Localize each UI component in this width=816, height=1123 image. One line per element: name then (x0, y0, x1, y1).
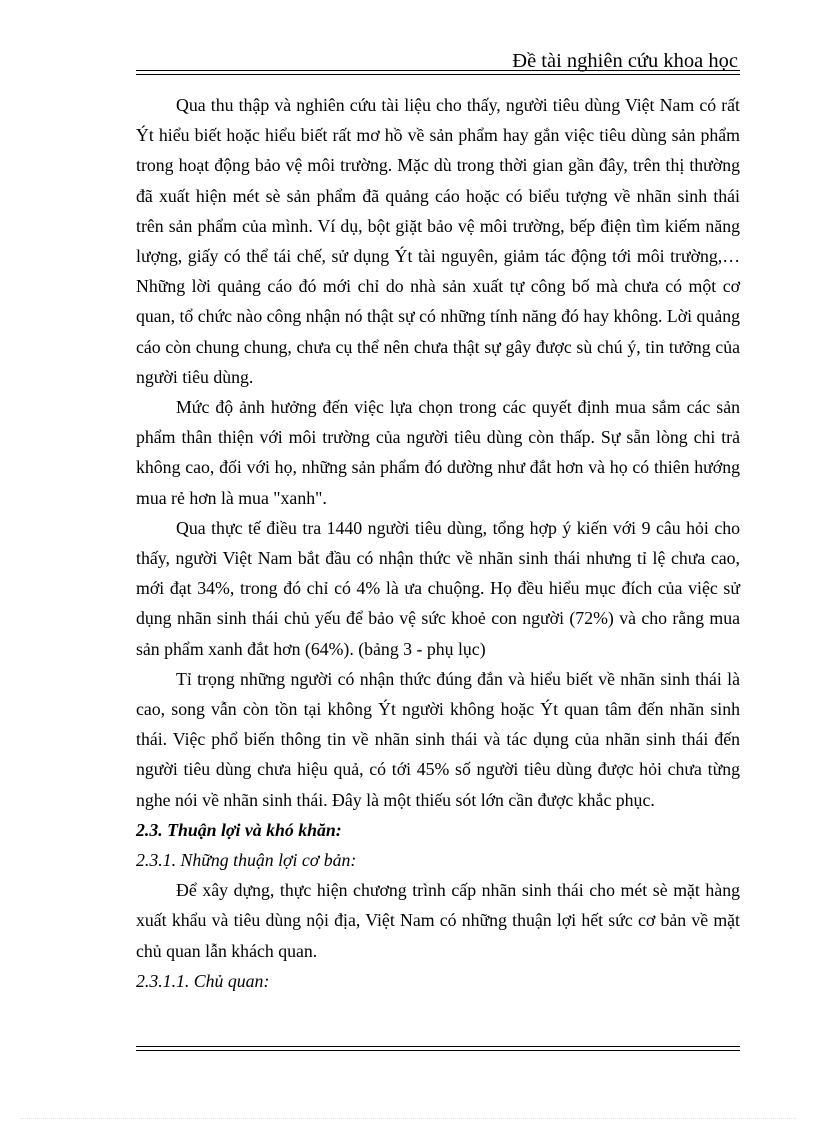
body-paragraph: Qua thu thập và nghiên cứu tài liệu cho thấy, người tiêu dùng Việt Nam có rất Ýt hiểu biết hoặc hiểu biết rất mơ hồ về sản phẩm hay gắn việc tiêu dùng sản phẩm trong hoạt động bảo vệ môi trường. Mặc dù trong thời gian gần đây, trên thị thường đã xuất hiện mét sè sản phẩm đã quảng cáo hoặc có biểu tượng về nhãn sinh thái trên sản phẩm của mình. Ví dụ, bột giặt bảo vệ môi trường, bếp điện tìm kiếm năng lượng, giấy có thể tái chế, sử dụng Ýt tài nguyên, giảm tác động tới môi trường,… Những lời quảng cáo đó mới chỉ do nhà sản xuất tự công bố mà chưa có một cơ quan, tổ chức nào công nhận nó thật sự có những tính năng đó hay không. Lời quảng cáo còn chung chung, chưa cụ thể nên chưa thật sự gây được sù chú ý, tin tưởng của người tiêu dùng. (136, 95, 740, 387)
subsection-heading: 2.3.1. Những thuận lợi cơ bản: (136, 850, 357, 871)
body-paragraph: Tỉ trọng những người có nhận thức đúng đắn và hiểu biết về nhãn sinh thái là cao, song vẫn còn tồn tại không Ýt người không hoặc Ýt quan tâm đến nhãn sinh thái. Việc phổ biến thông tin về nhãn sinh thái và tác dụng của nhãn sinh thái đến người tiêu dùng chưa hiệu quả, có tới 45% số người tiêu dùng được hỏi chưa từng nghe nói về nhãn sinh thái. Đây là một thiếu sót lớn cần được khắc phục. (136, 668, 740, 810)
body-paragraph: Để xây dựng, thực hiện chương trình cấp nhãn sinh thái cho mét sè mặt hàng xuất khẩu và tiêu dùng nội địa, Việt Nam có những thuận lợi hết sức cơ bản về mặt chủ quan lẫn khách quan. (136, 880, 740, 961)
page-header-title: Đề tài nghiên cứu khoa học (512, 50, 738, 72)
header-double-rule (136, 70, 740, 75)
subsubsection-heading: 2.3.1.1. Chủ quan: (136, 970, 270, 991)
document-body (136, 90, 740, 996)
section-heading: 2.3. Thuận lợi và khó khăn: (136, 819, 342, 840)
page-edge-dotted-line (20, 1118, 796, 1119)
footer-double-rule (136, 1046, 740, 1051)
body-paragraph: Mức độ ảnh hưởng đến việc lựa chọn trong các quyết định mua sắm các sản phẩm thân thiện với môi trường của người tiêu dùng còn thấp. Sự sẵn lòng chi trả không cao, đối với họ, những sản phẩm đó dường như đắt hơn và họ có thiên hướng mua rẻ hơn là mua "xanh". (136, 397, 740, 508)
body-paragraph: Qua thực tế điều tra 1440 người tiêu dùng, tổng hợp ý kiến với 9 câu hỏi cho thấy, người Việt Nam bắt đầu có nhận thức về nhãn sinh thái nhưng tỉ lệ chưa cao, mới đạt 34%, trong đó chỉ có 4% là ưa chuộng. Họ đều hiểu mục đích của việc sử dụng nhãn sinh thái chủ yếu để bảo vệ sức khoẻ con người (72%) và cho rằng mua sản phẩm xanh đắt hơn (64%). (bảng 3 - phụ lục) (136, 517, 740, 659)
